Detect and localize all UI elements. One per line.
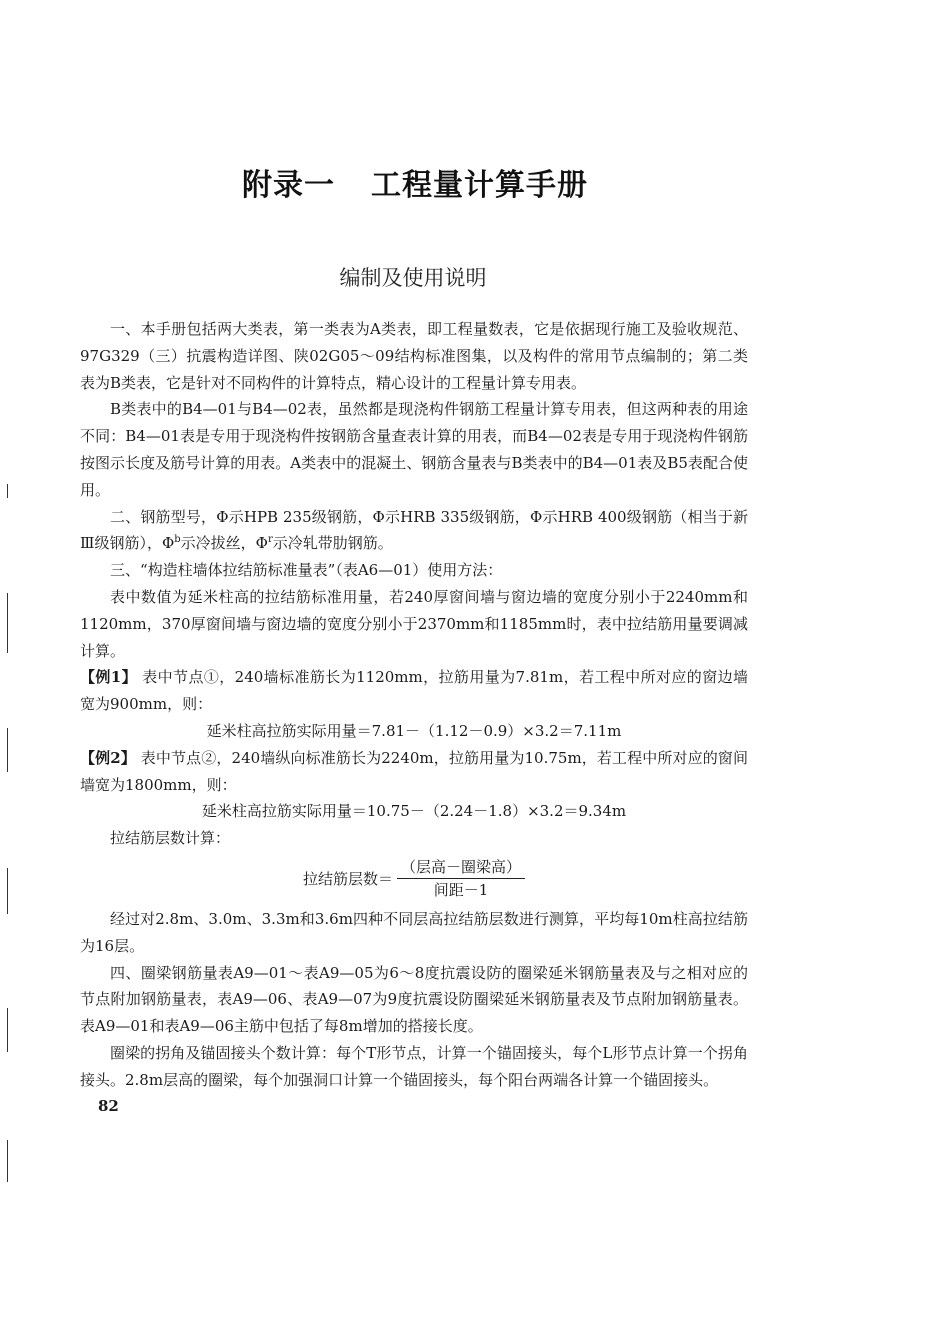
example-1-formula: 延米柱高拉筋实际用量＝7.81－（1.12－0.9）×3.2＝7.11m [206,721,622,740]
paragraph-3-text-a: 二、钢筋型号，Φ示HPB 235级钢筋，Φ示HRB 335级钢筋，Φ示HRB 400级钢筋（相当于新Ⅲ级钢筋），Φ [80,507,748,553]
example-2 [80,745,748,799]
paragraph-3 [80,504,748,558]
title-part-appendix: 附录一 [242,168,335,203]
scan-margin-mark [7,1008,8,1052]
paragraph-7: 经过对2.8m、3.0m、3.3m和3.6m四种不同层高拉结筋层数进行测算，平均每10m柱高拉结筋为16层。 [80,909,748,955]
paragraph-3-text-c: 示冷轧带肋钢筋。 [272,534,393,553]
example-1-label: 【例1】 [80,668,138,687]
scan-margin-mark [7,1140,8,1182]
formula-fraction [397,856,525,901]
paragraph-9: 圈梁的拐角及锚固接头个数计算：每个T形节点，计算一个锚固接头，每个L形节点计算一个拐角接头。2.8m层高的圈梁，每个加强洞口计算一个锚固接头，每个阳台两端各计算一个锚固接头。 [80,1043,748,1089]
paragraph-5: 表中数值为延米柱高的拉结筋标准用量，若240厚窗间墙与窗边墙的宽度分别小于2240mm和1120mm，370厚窗间墙与窗边墙的宽度分别小于2370mm和1185mm时，表中拉结筋用量要调减计算。 [80,587,748,660]
superscript-r: r [267,534,273,546]
formula-label: 拉结筋层数＝ [302,869,393,888]
body-text [80,316,748,1094]
scan-margin-mark [7,484,8,498]
example-2-text: 表中节点②，240墙纵向标准筋长为2240m，拉筋用量为10.75m，若工程中所对应的窗间墙宽为1800mm，则： [80,748,748,794]
paragraph-1: 一、本手册包括两大类表，第一类表为A类表，即工程量数表，它是依据现行施工及验收规范、97G329（三）抗震构造详图、陕02G05～09结构标准图集，以及构件的常用节点编制的；第二类表为B类表，它是针对不同构件的计算特点，精心设计的工程量计算专用表。 [80,320,748,392]
example-1 [80,664,748,718]
scan-margin-mark [7,728,8,772]
scan-margin-mark [7,868,8,914]
scan-margin-mark [7,593,8,653]
paragraph-3-text-b: 示冷拔丝，Φ [180,534,268,553]
superscript-b: b [174,534,181,546]
section-subtitle: 编制及使用说明 [339,266,487,290]
formula-numerator: （层高－圈梁高） [397,856,525,879]
paragraph-6: 拉结筋层数计算： [110,829,231,848]
page-number: 82 [98,1097,119,1115]
paragraph-2: B类表中的B4—01与B4—02表，虽然都是现浇构件钢筋工程量计算专用表，但这两种表的用途不同：B4—01表是专用于现浇构件按钢筋含量查表计算的用表，而B4—02表是专用于现浇构件钢筋按图示长度及筋号计算的用表。A类表中的混凝土、钢筋含量表与B类表中的B4—01表及B5表配合使用。 [80,400,748,499]
layer-count-formula [80,854,748,904]
page-title [0,160,830,204]
formula-denominator: 间距－1 [433,881,489,900]
paragraph-4: 三、“构造柱墙体拉结筋标准量表”（表A6—01）使用方法： [110,561,503,580]
paragraph-8: 四、圈梁钢筋量表A9—01～表A9—05为6～8度抗震设防的圈梁延米钢筋量表及与之相对应的节点附加钢筋量表，表A9—06、表A9—07为9度抗震设防圈梁延米钢筋量表及节点附加钢筋量表。表A9—01和表A9—06主筋中包括了每8m增加的搭接长度。 [80,963,748,1036]
title-part-name: 工程量计算手册 [371,168,588,203]
example-2-formula: 延米柱高拉筋实际用量＝10.75－（2.24－1.8）×3.2＝9.34m [201,802,627,821]
example-1-text: 表中节点①，240墙标准筋长为1120mm，拉筋用量为7.81m，若工程中所对应的窗边墙宽为900mm，则： [80,668,749,714]
example-2-label: 【例2】 [80,748,136,767]
